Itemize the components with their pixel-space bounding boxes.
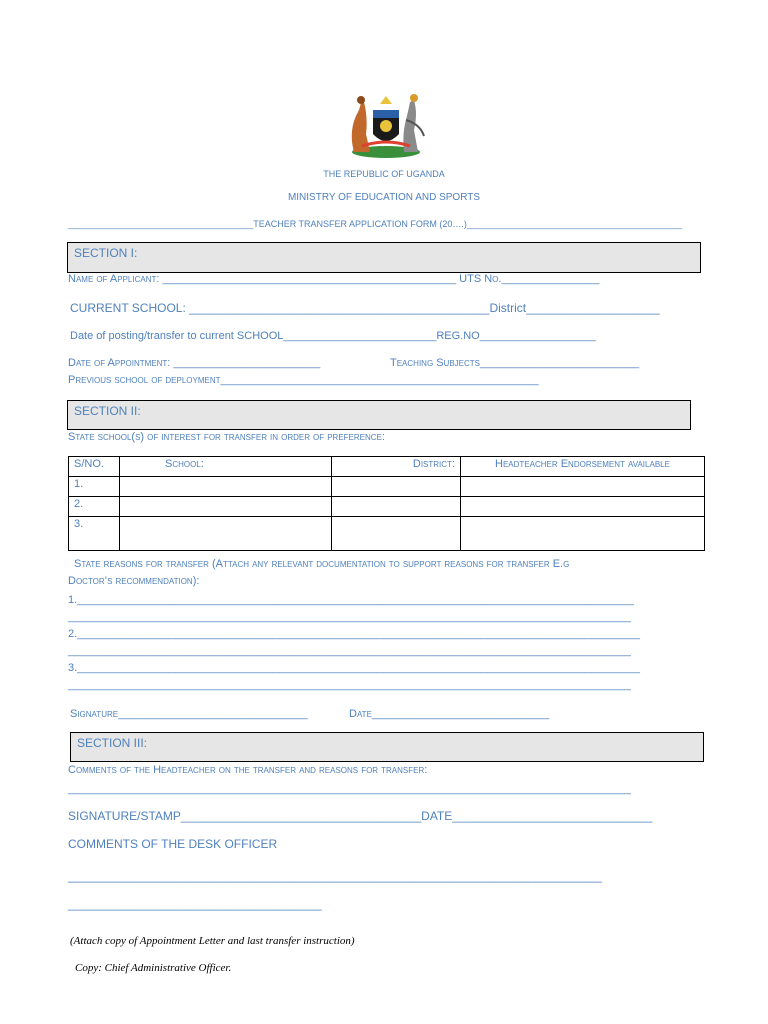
appointment-date-field[interactable]: Date of Appointment: ________________________ bbox=[68, 357, 321, 369]
section-2-header bbox=[67, 400, 691, 430]
row-1-number: 1. bbox=[69, 477, 120, 497]
section-2-label: SECTION II: bbox=[74, 404, 141, 418]
header-endorsement: Headteacher Endorsement available bbox=[461, 457, 705, 477]
table-row bbox=[69, 517, 705, 551]
form-title: _____________________________________TEACHER TRANSFER APPLICATION FORM (20….)___________________________________________ bbox=[68, 219, 683, 229]
preference-table bbox=[68, 456, 705, 551]
row-3-school-cell[interactable] bbox=[120, 517, 332, 551]
attach-note: (Attach copy of Appointment Letter and last transfer instruction) bbox=[70, 935, 355, 947]
section-3-header bbox=[70, 732, 704, 762]
posting-date-field[interactable]: Date of posting/transfer to current SCHOOL_________________________REG.NO___________________ bbox=[70, 330, 596, 342]
row-2-school-cell[interactable] bbox=[120, 497, 332, 517]
desk-officer-field-1[interactable]: ________________________________________________________________________________ bbox=[68, 869, 602, 883]
table-row bbox=[69, 497, 705, 517]
reason-3-cont-field[interactable]: ____________________________________________________________________________________________ bbox=[68, 679, 631, 691]
row-3-endorsement-cell[interactable] bbox=[461, 517, 705, 551]
section-3-label: SECTION III: bbox=[77, 736, 148, 750]
signature-stamp-field[interactable]: SIGNATURE/STAMP____________________________________DATE______________________________ bbox=[68, 809, 653, 823]
desk-officer-field-2[interactable]: ______________________________________ bbox=[68, 897, 322, 911]
current-school-field[interactable]: CURRENT SCHOOL: _____________________________________________District____________________ bbox=[70, 301, 660, 315]
schools-instruction: State school(s) of interest for transfer in order of preference: bbox=[68, 431, 385, 443]
header-district: District: bbox=[332, 457, 461, 477]
row-2-district-cell[interactable] bbox=[332, 497, 461, 517]
table-header-row bbox=[69, 457, 705, 477]
section-1-label: SECTION I: bbox=[74, 246, 138, 260]
header-sno: S/NO. bbox=[69, 457, 120, 477]
applicant-signature-field[interactable]: Signature_______________________________ bbox=[70, 708, 308, 720]
row-1-endorsement-cell[interactable] bbox=[461, 477, 705, 497]
row-2-endorsement-cell[interactable] bbox=[461, 497, 705, 517]
applicant-name-field[interactable]: Name of Applicant: ________________________________________________ UTS No.________________ bbox=[68, 273, 600, 285]
coat-of-arms-emblem bbox=[340, 90, 432, 160]
reason-2-field[interactable]: 2.____________________________________________________________________________________________ bbox=[68, 628, 640, 640]
row-1-district-cell[interactable] bbox=[332, 477, 461, 497]
teaching-subjects-field[interactable]: Teaching Subjects__________________________ bbox=[390, 357, 640, 369]
applicant-date-field[interactable]: Date_____________________________ bbox=[349, 708, 550, 720]
reasons-instruction: State reasons for transfer (Attach any relevant documentation to support reasons for transfer E.g bbox=[74, 558, 570, 570]
section-1-header bbox=[67, 242, 701, 273]
header-school: School: bbox=[120, 457, 332, 477]
row-3-district-cell[interactable] bbox=[332, 517, 461, 551]
reason-1-cont-field[interactable]: ____________________________________________________________________________________________ bbox=[68, 611, 631, 623]
ministry-title: MINISTRY OF EDUCATION AND SPORTS bbox=[287, 192, 481, 203]
reason-2-cont-field[interactable]: ____________________________________________________________________________________________ bbox=[68, 645, 631, 657]
reason-1-field[interactable]: 1.___________________________________________________________________________________________ bbox=[68, 594, 634, 606]
row-1-school-cell[interactable] bbox=[120, 477, 332, 497]
headteacher-comments-field[interactable]: ____________________________________________________________________________________________ bbox=[68, 783, 631, 795]
reason-3-field[interactable]: 3.____________________________________________________________________________________________ bbox=[68, 662, 640, 674]
desk-officer-label: COMMENTS OF THE DESK OFFICER bbox=[68, 837, 278, 851]
copy-note: Copy: Chief Administrative Officer. bbox=[75, 962, 232, 974]
republic-title: THE REPUBLIC OF UGANDA bbox=[323, 169, 445, 179]
reasons-instruction-cont: Doctor’s recommendation): bbox=[68, 575, 200, 587]
previous-school-field[interactable]: Previous school of deployment____________________________________________________ bbox=[68, 374, 539, 386]
table-row bbox=[69, 477, 705, 497]
row-3-number: 3. bbox=[69, 517, 120, 551]
headteacher-comments-label: Comments of the Headteacher on the transfer and reasons for transfer: bbox=[68, 764, 428, 776]
row-2-number: 2. bbox=[69, 497, 120, 517]
